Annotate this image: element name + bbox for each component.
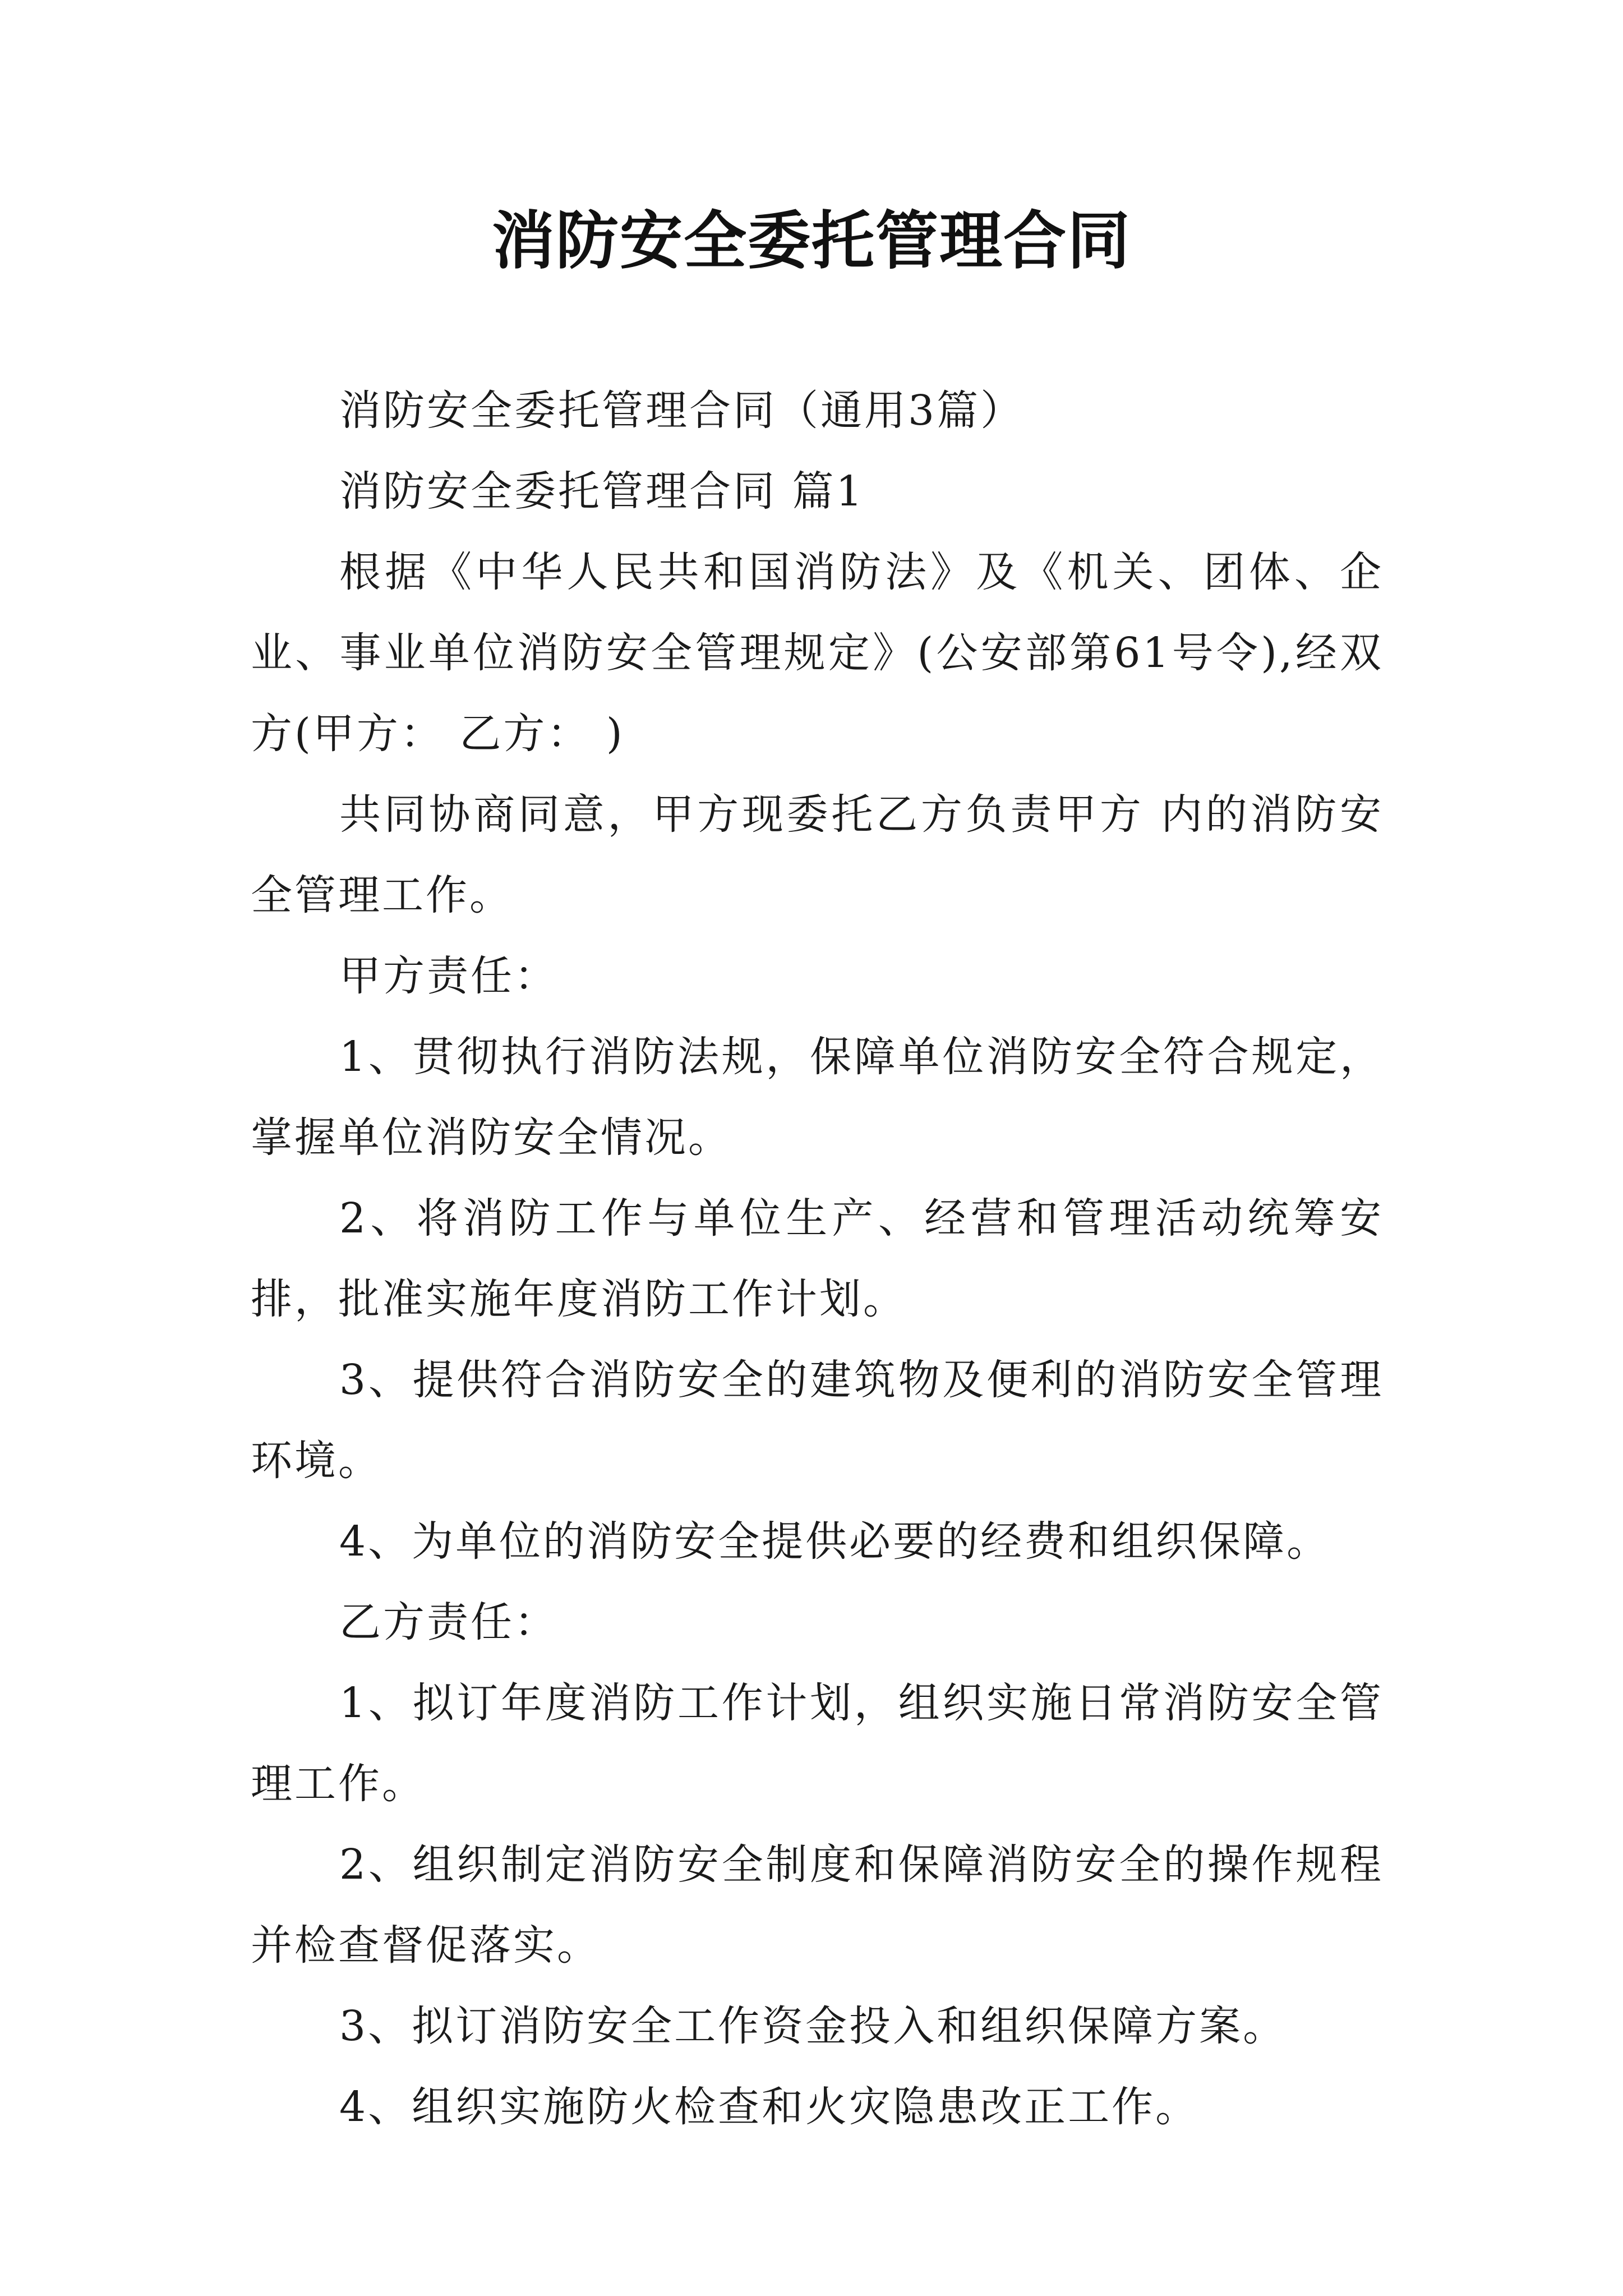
paragraph-party-b-heading: 乙方责任： [339,1598,558,1646]
paragraph-party-a-item-3: 3、提供符合消防安全的建筑物及便利的消防安全管理环境。 [251,1356,1384,1485]
paragraph-party-a-item-4: 4、为单位的消防安全提供必要的经费和组织保障。 [339,1517,1331,1566]
paragraph-party-a-heading: 甲方责任： [339,952,558,1000]
paragraph-legal-basis: 根据《中华人民共和国消防法》及《机关、团体、企业、事业单位消防安全管理规定》(公安部第61号令),经双方(甲方： 乙方： ) [251,548,1384,758]
paragraph-section-heading: 消防安全委托管理合同 篇1 [339,467,865,516]
document-title: 消防安全委托管理合同 [492,205,1131,278]
paragraph-party-b-item-1: 1、拟订年度消防工作计划，组织实施日常消防安全管理工作。 [251,1679,1384,1808]
paragraph-subtitle: 消防安全委托管理合同（通用3篇） [339,386,1025,435]
paragraph-party-a-item-2: 2、将消防工作与单位生产、经营和管理活动统筹安排，批准实施年度消防工作计划。 [251,1194,1384,1323]
paragraph-party-b-item-4: 4、组织实施防火检查和火灾隐患改正工作。 [339,2083,1200,2131]
paragraph-party-a-item-1: 1、贯彻执行消防法规，保障单位消防安全符合规定，掌握单位消防安全情况。 [251,1033,1384,1162]
paragraph-agreement: 共同协商同意，甲方现委托乙方负责甲方 内的消防安全管理工作。 [251,790,1384,919]
paragraph-party-b-item-2: 2、组织制定消防安全制度和保障消防安全的操作规程并检查督促落实。 [251,1841,1384,1970]
paragraph-party-b-item-3: 3、拟订消防安全工作资金投入和组织保障方案。 [339,2002,1287,2050]
document-body [251,370,1384,2147]
